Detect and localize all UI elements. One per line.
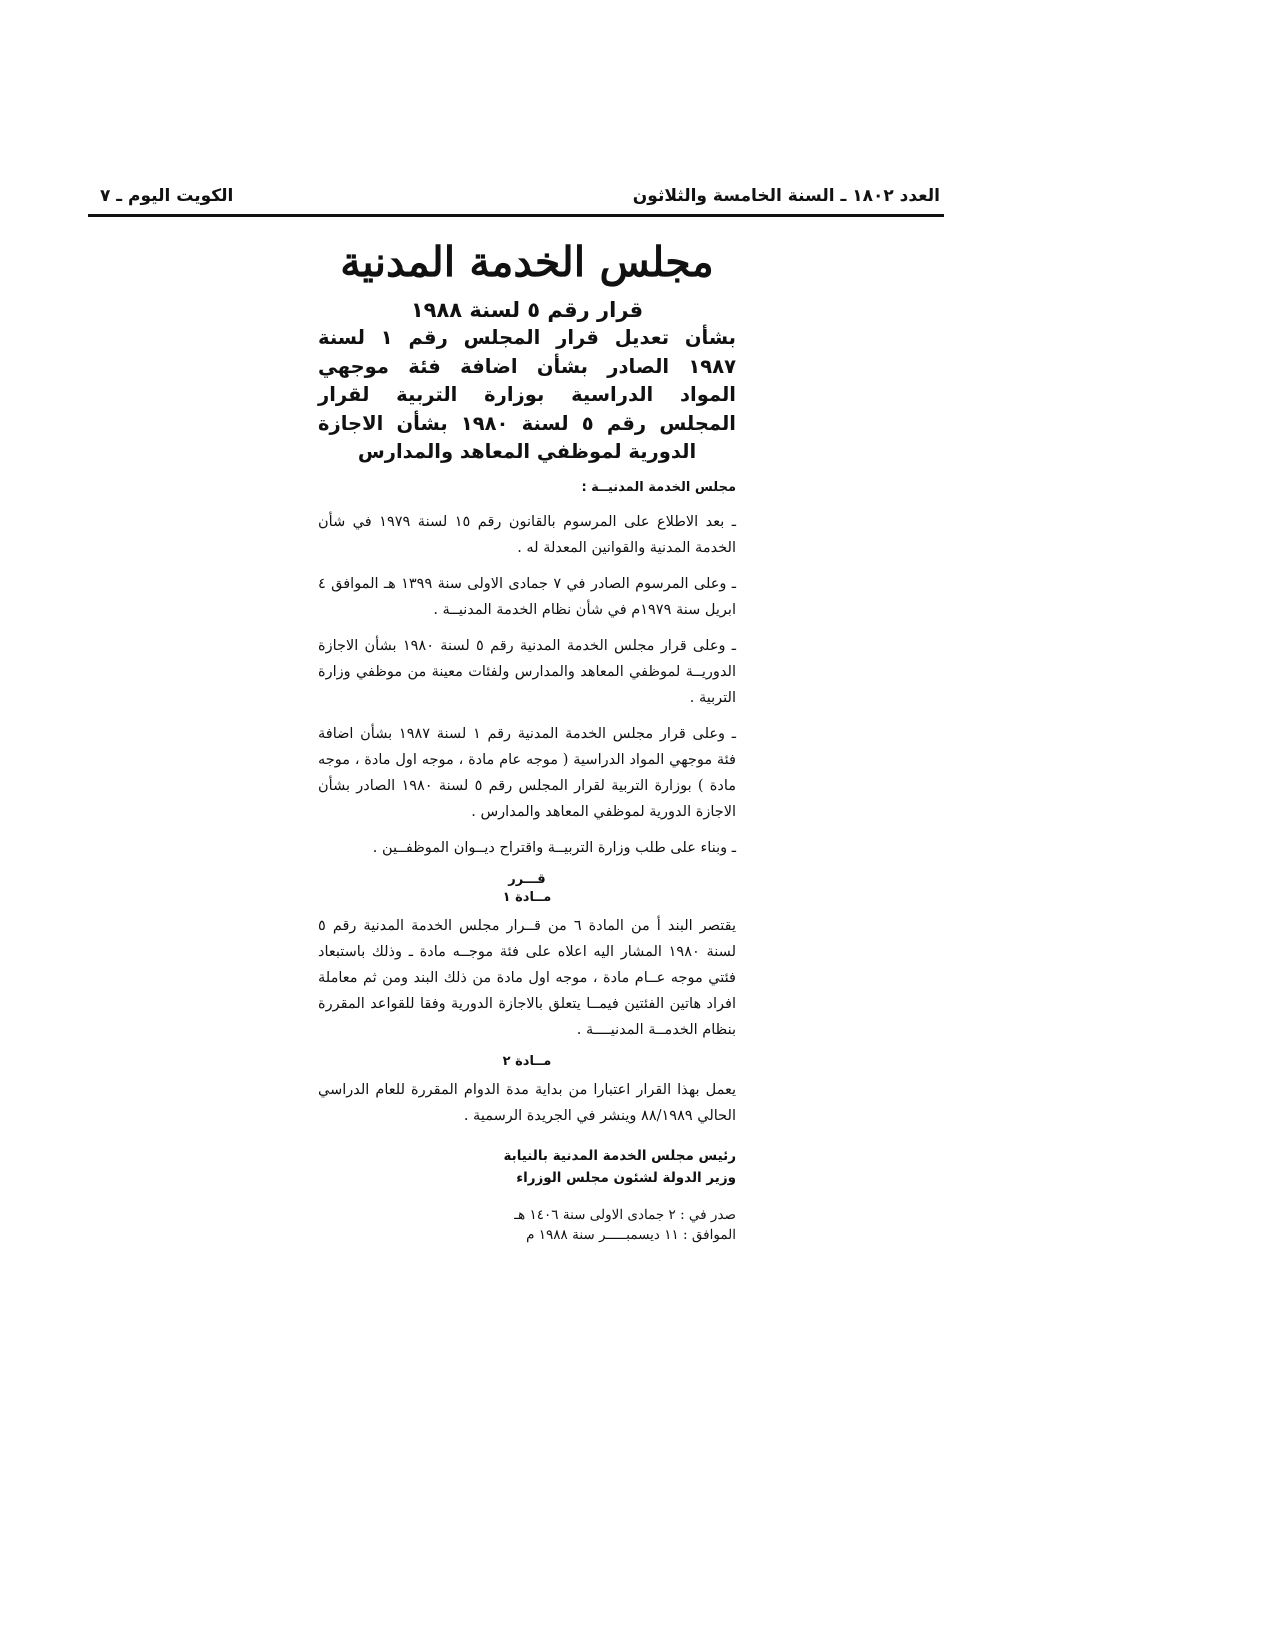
article-2-text: يعمل بهذا القرار اعتبارا من بداية مدة الدوام المقررة للعام الدراسي الحالي ٨٨/١٩٨٩ وينشر في الجريدة الرسمية .: [318, 1081, 736, 1124]
header-rule: [88, 214, 944, 217]
signature-line-2: وزير الدولة لشئون مجلس الوزراء: [516, 1169, 736, 1186]
running-header: [100, 184, 940, 210]
decision-subject: بشأن تعديل قرار المجلس رقم ١ لسنة ١٩٨٧ الصادر بشأن اضافة فئة موجهي المواد الدراسية بوزارة التربية لقرار المجلس رقم ٥ لسنة ١٩٨٠ بشأن الاجازة الدورية لموظفي المعاهد والمدارس: [318, 326, 736, 463]
council-label: مجلس الخدمة المدنيــة :: [581, 479, 736, 495]
preamble-paragraph: ـ وعلى قرار مجلس الخدمة المدنية رقم ١ لسنة ١٩٨٧ بشأن اضافة فئة موجهي المواد الدراسية ( موجه عام مادة ، موجه اول مادة ، موجه مادة ) بوزارة التربية لقرار المجلس رقم ٥ لسنة ١٩٨٠ الصادر بشأن الاجازة الدورية لموظفي المعاهد والمدارس .: [318, 725, 737, 820]
issue-line: العدد ١٨٠٢ ـ السنة الخامسة والثلاثون: [632, 186, 940, 206]
issued-hijri-date: صدر في : ٢ جمادى الاولى سنة ١٤٠٦ هـ: [514, 1206, 736, 1223]
council-title: مجلس الخدمة المدنية: [340, 238, 714, 286]
signature-line-1: رئيس مجلس الخدمة المدنية بالنيابة: [503, 1147, 736, 1164]
decision-heading: قرار رقم ٥ لسنة ١٩٨٨: [410, 298, 644, 322]
newspaper-page-label: الكويت اليوم ـ ٧: [100, 186, 234, 206]
preamble-paragraph: ـ وبناء على طلب وزارة التربيــة واقتراح ديــوان الموظفــين .: [372, 839, 736, 856]
article-2-title: مــادة ٢: [502, 1053, 552, 1069]
article-1-title: مــادة ١: [502, 889, 552, 905]
preamble-paragraph: ـ وعلى المرسوم الصادر في ٧ جمادى الاولى سنة ١٣٩٩ هـ الموافق ٤ ابريل سنة ١٩٧٩م في شأن نظام الخدمة المدنيــة .: [318, 575, 736, 618]
article-1-text: يقتصر البند أ من المادة ٦ من قــرار مجلس الخدمة المدنية رقم ٥ لسنة ١٩٨٠ المشار اليه اعلاه على فئة موجــه مادة ـ وذلك باستبعاد فئتي موجه عــام مادة ، موجه اول مادة من ذلك البند ومن ثم معاملة افراد هاتين الفئتين فيمــا يتعلق بالاجازة الدورية وفقا للقواعد المقررة بنظام الخدمــة المدنيــــة .: [318, 917, 736, 1038]
decided-heading: قـــرر: [508, 871, 546, 887]
preamble-paragraph: ـ بعد الاطلاع على المرسوم بالقانون رقم ١٥ لسنة ١٩٧٩ في شأن الخدمة المدنية والقوانين المعدلة له .: [318, 513, 736, 556]
issue-date-block: [318, 1205, 736, 1245]
signature-block: [318, 1145, 736, 1189]
preamble-paragraph: ـ وعلى قرار مجلس الخدمة المدنية رقم ٥ لسنة ١٩٨٠ بشأن الاجازة الدوريــة لموظفي المعاهد والمدارس ولفئات معينة من موظفي وزارة التربية .: [318, 637, 736, 706]
decision-column: [318, 232, 736, 1245]
issued-gregorian-date: الموافق : ١١ ديسمبـــــر سنة ١٩٨٨ م: [526, 1226, 736, 1243]
